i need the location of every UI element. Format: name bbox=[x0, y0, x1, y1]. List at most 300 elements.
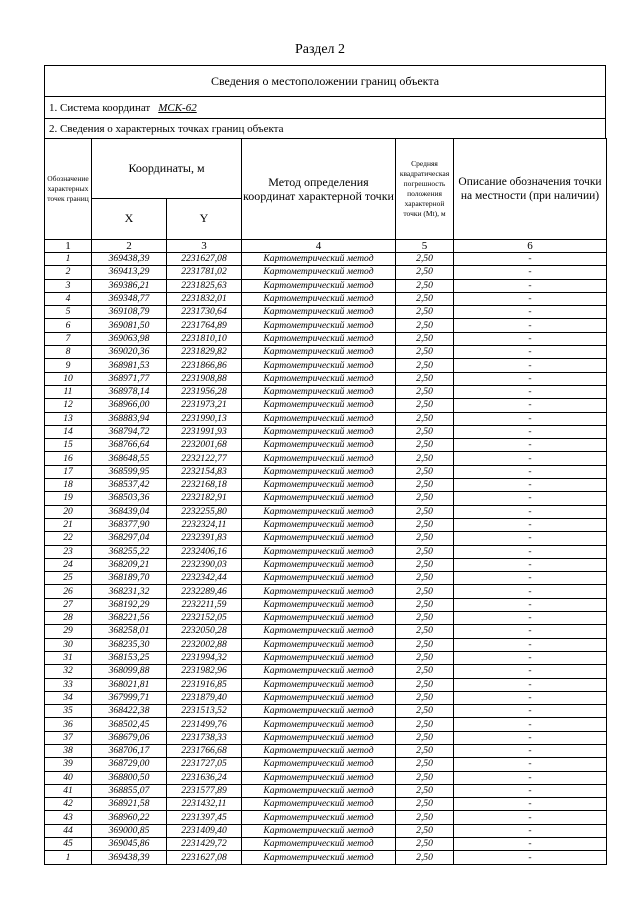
accuracy: 2,50 bbox=[396, 691, 454, 704]
accuracy: 2,50 bbox=[396, 479, 454, 492]
method: Картометрический метод bbox=[242, 479, 396, 492]
coord-y: 2231781,02 bbox=[167, 266, 242, 279]
accuracy: 2,50 bbox=[396, 705, 454, 718]
coord-y: 2232154,83 bbox=[167, 465, 242, 478]
coord-x: 368729,00 bbox=[92, 758, 167, 771]
coord-x: 368422,38 bbox=[92, 705, 167, 718]
coord-x: 368209,21 bbox=[92, 558, 167, 571]
method: Картометрический метод bbox=[242, 399, 396, 412]
column-number: 5 bbox=[396, 240, 454, 253]
accuracy: 2,50 bbox=[396, 439, 454, 452]
coord-y: 2232122,77 bbox=[167, 452, 242, 465]
accuracy: 2,50 bbox=[396, 425, 454, 438]
description: - bbox=[454, 598, 607, 611]
method: Картометрический метод bbox=[242, 691, 396, 704]
point-number: 9 bbox=[45, 359, 92, 372]
point-number: 30 bbox=[45, 638, 92, 651]
table-row bbox=[45, 851, 607, 864]
coord-y: 2232289,46 bbox=[167, 585, 242, 598]
table-row bbox=[45, 532, 607, 545]
point-number: 22 bbox=[45, 532, 92, 545]
description: - bbox=[454, 532, 607, 545]
method: Картометрический метод bbox=[242, 718, 396, 731]
description: - bbox=[454, 465, 607, 478]
method: Картометрический метод bbox=[242, 412, 396, 425]
description: - bbox=[454, 851, 607, 864]
accuracy: 2,50 bbox=[396, 625, 454, 638]
description: - bbox=[454, 758, 607, 771]
table-row bbox=[45, 479, 607, 492]
table-row bbox=[45, 425, 607, 438]
table-row bbox=[45, 798, 607, 811]
accuracy: 2,50 bbox=[396, 266, 454, 279]
coord-y: 2232391,83 bbox=[167, 532, 242, 545]
accuracy: 2,50 bbox=[396, 306, 454, 319]
method: Картометрический метод bbox=[242, 731, 396, 744]
table-row bbox=[45, 838, 607, 851]
accuracy: 2,50 bbox=[396, 505, 454, 518]
coord-y: 2232406,16 bbox=[167, 545, 242, 558]
coord-y: 2231397,45 bbox=[167, 811, 242, 824]
coord-x: 369348,77 bbox=[92, 292, 167, 305]
point-number: 21 bbox=[45, 518, 92, 531]
coord-y: 2231429,72 bbox=[167, 838, 242, 851]
description: - bbox=[454, 372, 607, 385]
description: - bbox=[454, 412, 607, 425]
accuracy: 2,50 bbox=[396, 585, 454, 598]
accuracy: 2,50 bbox=[396, 798, 454, 811]
description: - bbox=[454, 665, 607, 678]
method: Картометрический метод bbox=[242, 545, 396, 558]
accuracy: 2,50 bbox=[396, 744, 454, 757]
method: Картометрический метод bbox=[242, 784, 396, 797]
method: Картометрический метод bbox=[242, 306, 396, 319]
point-number: 45 bbox=[45, 838, 92, 851]
coord-y: 2231513,52 bbox=[167, 705, 242, 718]
coord-x: 369438,39 bbox=[92, 851, 167, 864]
accuracy: 2,50 bbox=[396, 731, 454, 744]
table-row bbox=[45, 651, 607, 664]
table-row bbox=[45, 492, 607, 505]
coord-x: 368766,64 bbox=[92, 439, 167, 452]
coord-x: 369045,86 bbox=[92, 838, 167, 851]
coord-x: 368960,22 bbox=[92, 811, 167, 824]
description: - bbox=[454, 625, 607, 638]
accuracy: 2,50 bbox=[396, 758, 454, 771]
header-x: X bbox=[92, 198, 167, 239]
point-number: 12 bbox=[45, 399, 92, 412]
point-number: 37 bbox=[45, 731, 92, 744]
table-row bbox=[45, 625, 607, 638]
point-number: 4 bbox=[45, 292, 92, 305]
header-row-1 bbox=[45, 139, 607, 199]
description: - bbox=[454, 545, 607, 558]
coordinate-system-value: МСК-62 bbox=[158, 102, 197, 114]
coord-y: 2231738,33 bbox=[167, 731, 242, 744]
point-number: 16 bbox=[45, 452, 92, 465]
table-row bbox=[45, 319, 607, 332]
point-number: 6 bbox=[45, 319, 92, 332]
table-row bbox=[45, 505, 607, 518]
coord-x: 368537,42 bbox=[92, 479, 167, 492]
coord-y: 2231766,68 bbox=[167, 744, 242, 757]
header-description: Описание обозначения точки на местности (при наличии) bbox=[454, 139, 607, 240]
point-number: 26 bbox=[45, 585, 92, 598]
coord-y: 2231866,86 bbox=[167, 359, 242, 372]
accuracy: 2,50 bbox=[396, 638, 454, 651]
coord-y: 2232152,05 bbox=[167, 612, 242, 625]
table-row bbox=[45, 359, 607, 372]
coord-x: 367999,71 bbox=[92, 691, 167, 704]
method: Картометрический метод bbox=[242, 598, 396, 611]
description: - bbox=[454, 385, 607, 398]
coord-y: 2232255,80 bbox=[167, 505, 242, 518]
coord-x: 369081,50 bbox=[92, 319, 167, 332]
description: - bbox=[454, 425, 607, 438]
coord-y: 2232324,11 bbox=[167, 518, 242, 531]
accuracy: 2,50 bbox=[396, 851, 454, 864]
header-y: Y bbox=[167, 198, 242, 239]
description: - bbox=[454, 266, 607, 279]
coord-y: 2232050,28 bbox=[167, 625, 242, 638]
coord-y: 2231764,89 bbox=[167, 319, 242, 332]
description: - bbox=[454, 705, 607, 718]
method: Картометрический метод bbox=[242, 811, 396, 824]
coord-y: 2231879,40 bbox=[167, 691, 242, 704]
header-method: Метод определения координат характерной точки bbox=[242, 139, 396, 240]
coord-y: 2231409,40 bbox=[167, 824, 242, 837]
method: Картометрический метод bbox=[242, 625, 396, 638]
coord-y: 2231991,93 bbox=[167, 425, 242, 438]
coord-x: 368502,45 bbox=[92, 718, 167, 731]
method: Картометрический метод bbox=[242, 665, 396, 678]
coord-y: 2231973,21 bbox=[167, 399, 242, 412]
table-row bbox=[45, 771, 607, 784]
coord-y: 2231577,89 bbox=[167, 784, 242, 797]
table-row bbox=[45, 678, 607, 691]
points-section-header: 2. Сведения о характерных точках границ объекта bbox=[44, 118, 606, 138]
method: Картометрический метод bbox=[242, 266, 396, 279]
point-number: 5 bbox=[45, 306, 92, 319]
method: Картометрический метод bbox=[242, 705, 396, 718]
points-table bbox=[44, 138, 607, 865]
point-number: 35 bbox=[45, 705, 92, 718]
table-row bbox=[45, 691, 607, 704]
method: Картометрический метод bbox=[242, 385, 396, 398]
method: Картометрический метод bbox=[242, 798, 396, 811]
point-number: 1 bbox=[45, 851, 92, 864]
table-row bbox=[45, 545, 607, 558]
table-row bbox=[45, 598, 607, 611]
accuracy: 2,50 bbox=[396, 838, 454, 851]
point-number: 18 bbox=[45, 479, 92, 492]
table-row bbox=[45, 399, 607, 412]
description: - bbox=[454, 784, 607, 797]
description: - bbox=[454, 306, 607, 319]
table-row bbox=[45, 744, 607, 757]
accuracy: 2,50 bbox=[396, 718, 454, 731]
description: - bbox=[454, 838, 607, 851]
description: - bbox=[454, 399, 607, 412]
method: Картометрический метод bbox=[242, 452, 396, 465]
point-number: 3 bbox=[45, 279, 92, 292]
table-row bbox=[45, 518, 607, 531]
description: - bbox=[454, 572, 607, 585]
point-number: 8 bbox=[45, 346, 92, 359]
method: Картометрический метод bbox=[242, 492, 396, 505]
description: - bbox=[454, 718, 607, 731]
point-number: 32 bbox=[45, 665, 92, 678]
table-row bbox=[45, 665, 607, 678]
method: Картометрический метод bbox=[242, 744, 396, 757]
coord-y: 2231432,11 bbox=[167, 798, 242, 811]
description: - bbox=[454, 253, 607, 266]
table-row bbox=[45, 266, 607, 279]
table-row bbox=[45, 572, 607, 585]
point-number: 43 bbox=[45, 811, 92, 824]
coord-x: 369438,39 bbox=[92, 253, 167, 266]
coord-x: 368800,50 bbox=[92, 771, 167, 784]
coordinate-system-label: 1. Система координат bbox=[49, 102, 151, 114]
point-number: 40 bbox=[45, 771, 92, 784]
accuracy: 2,50 bbox=[396, 558, 454, 571]
coord-y: 2231825,63 bbox=[167, 279, 242, 292]
point-number: 27 bbox=[45, 598, 92, 611]
column-number-row bbox=[45, 240, 607, 253]
description: - bbox=[454, 798, 607, 811]
table-row bbox=[45, 718, 607, 731]
method: Картометрический метод bbox=[242, 505, 396, 518]
point-number: 14 bbox=[45, 425, 92, 438]
point-number: 33 bbox=[45, 678, 92, 691]
coord-x: 369000,85 bbox=[92, 824, 167, 837]
accuracy: 2,50 bbox=[396, 824, 454, 837]
method: Картометрический метод bbox=[242, 585, 396, 598]
accuracy: 2,50 bbox=[396, 319, 454, 332]
coord-x: 368966,00 bbox=[92, 399, 167, 412]
description: - bbox=[454, 292, 607, 305]
method: Картометрический метод bbox=[242, 532, 396, 545]
coord-y: 2231499,76 bbox=[167, 718, 242, 731]
description: - bbox=[454, 811, 607, 824]
method: Картометрический метод bbox=[242, 319, 396, 332]
coord-x: 368189,70 bbox=[92, 572, 167, 585]
table-row bbox=[45, 346, 607, 359]
coord-x: 369413,29 bbox=[92, 266, 167, 279]
accuracy: 2,50 bbox=[396, 651, 454, 664]
point-number: 31 bbox=[45, 651, 92, 664]
coord-y: 2232182,91 bbox=[167, 492, 242, 505]
header-point-id: Обозначение характерных точек границ bbox=[45, 139, 92, 240]
table-row bbox=[45, 439, 607, 452]
accuracy: 2,50 bbox=[396, 811, 454, 824]
description: - bbox=[454, 651, 607, 664]
column-number: 4 bbox=[242, 240, 396, 253]
method: Картометрический метод bbox=[242, 372, 396, 385]
accuracy: 2,50 bbox=[396, 292, 454, 305]
table-row bbox=[45, 731, 607, 744]
table-row bbox=[45, 558, 607, 571]
method: Картометрический метод bbox=[242, 292, 396, 305]
coord-x: 368221,56 bbox=[92, 612, 167, 625]
coord-y: 2231829,82 bbox=[167, 346, 242, 359]
method: Картометрический метод bbox=[242, 678, 396, 691]
method: Картометрический метод bbox=[242, 332, 396, 345]
coordinate-system-row bbox=[44, 96, 606, 118]
coord-y: 2232342,44 bbox=[167, 572, 242, 585]
coord-x: 368855,07 bbox=[92, 784, 167, 797]
coord-y: 2232168,18 bbox=[167, 479, 242, 492]
method: Картометрический метод bbox=[242, 771, 396, 784]
point-number: 36 bbox=[45, 718, 92, 731]
coord-y: 2231727,05 bbox=[167, 758, 242, 771]
coord-y: 2231990,13 bbox=[167, 412, 242, 425]
accuracy: 2,50 bbox=[396, 532, 454, 545]
coord-x: 369020,36 bbox=[92, 346, 167, 359]
description: - bbox=[454, 332, 607, 345]
coord-y: 2231956,28 bbox=[167, 385, 242, 398]
coord-x: 368706,17 bbox=[92, 744, 167, 757]
coord-x: 368439,04 bbox=[92, 505, 167, 518]
point-number: 24 bbox=[45, 558, 92, 571]
coord-y: 2232211,59 bbox=[167, 598, 242, 611]
coord-y: 2231916,85 bbox=[167, 678, 242, 691]
point-number: 28 bbox=[45, 612, 92, 625]
point-number: 25 bbox=[45, 572, 92, 585]
coord-y: 2232390,03 bbox=[167, 558, 242, 571]
coord-x: 368258,01 bbox=[92, 625, 167, 638]
table-row bbox=[45, 306, 607, 319]
method: Картометрический метод bbox=[242, 638, 396, 651]
description: - bbox=[454, 612, 607, 625]
description: - bbox=[454, 346, 607, 359]
section-title: Раздел 2 bbox=[294, 42, 346, 57]
method: Картометрический метод bbox=[242, 651, 396, 664]
coord-y: 2231982,96 bbox=[167, 665, 242, 678]
table-row bbox=[45, 412, 607, 425]
description: - bbox=[454, 319, 607, 332]
coord-x: 368679,06 bbox=[92, 731, 167, 744]
coord-y: 2232001,68 bbox=[167, 439, 242, 452]
point-number: 39 bbox=[45, 758, 92, 771]
coord-x: 368971,77 bbox=[92, 372, 167, 385]
point-number: 2 bbox=[45, 266, 92, 279]
point-number: 20 bbox=[45, 505, 92, 518]
coord-x: 368297,04 bbox=[92, 532, 167, 545]
description: - bbox=[454, 678, 607, 691]
coord-x: 368978,14 bbox=[92, 385, 167, 398]
coord-x: 368192,29 bbox=[92, 598, 167, 611]
table-row bbox=[45, 705, 607, 718]
method: Картометрический метод bbox=[242, 253, 396, 266]
coord-x: 369108,79 bbox=[92, 306, 167, 319]
accuracy: 2,50 bbox=[396, 492, 454, 505]
table-row bbox=[45, 811, 607, 824]
coord-y: 2232002,88 bbox=[167, 638, 242, 651]
accuracy: 2,50 bbox=[396, 385, 454, 398]
method: Картометрический метод bbox=[242, 465, 396, 478]
point-number: 29 bbox=[45, 625, 92, 638]
method: Картометрический метод bbox=[242, 279, 396, 292]
column-number: 6 bbox=[454, 240, 607, 253]
column-number: 2 bbox=[92, 240, 167, 253]
accuracy: 2,50 bbox=[396, 518, 454, 531]
coord-x: 369063,98 bbox=[92, 332, 167, 345]
accuracy: 2,50 bbox=[396, 771, 454, 784]
table-row bbox=[45, 332, 607, 345]
table-row bbox=[45, 385, 607, 398]
table-row bbox=[45, 758, 607, 771]
point-number: 23 bbox=[45, 545, 92, 558]
boundary-table bbox=[44, 65, 606, 865]
method: Картометрический метод bbox=[242, 439, 396, 452]
method: Картометрический метод bbox=[242, 572, 396, 585]
description: - bbox=[454, 824, 607, 837]
table-row bbox=[45, 372, 607, 385]
coord-x: 368021,81 bbox=[92, 678, 167, 691]
coord-x: 368255,22 bbox=[92, 545, 167, 558]
accuracy: 2,50 bbox=[396, 279, 454, 292]
coord-x: 368921,58 bbox=[92, 798, 167, 811]
table-row bbox=[45, 824, 607, 837]
coord-y: 2231908,88 bbox=[167, 372, 242, 385]
method: Картометрический метод bbox=[242, 612, 396, 625]
method: Картометрический метод bbox=[242, 838, 396, 851]
table-row bbox=[45, 253, 607, 266]
accuracy: 2,50 bbox=[396, 598, 454, 611]
table-row bbox=[45, 612, 607, 625]
coord-x: 368235,30 bbox=[92, 638, 167, 651]
accuracy: 2,50 bbox=[396, 346, 454, 359]
point-number: 38 bbox=[45, 744, 92, 757]
method: Картометрический метод bbox=[242, 558, 396, 571]
point-number: 41 bbox=[45, 784, 92, 797]
coord-y: 2231627,08 bbox=[167, 851, 242, 864]
description: - bbox=[454, 744, 607, 757]
description: - bbox=[454, 505, 607, 518]
accuracy: 2,50 bbox=[396, 612, 454, 625]
method: Картометрический метод bbox=[242, 851, 396, 864]
column-number: 1 bbox=[45, 240, 92, 253]
accuracy: 2,50 bbox=[396, 452, 454, 465]
header-coords: Координаты, м bbox=[92, 139, 242, 199]
table-row bbox=[45, 585, 607, 598]
table-row bbox=[45, 292, 607, 305]
description: - bbox=[454, 691, 607, 704]
point-number: 44 bbox=[45, 824, 92, 837]
point-number: 42 bbox=[45, 798, 92, 811]
table-title: Сведения о местоположении границ объекта bbox=[44, 65, 606, 96]
coord-y: 2231810,10 bbox=[167, 332, 242, 345]
coord-y: 2231994,32 bbox=[167, 651, 242, 664]
method: Картометрический метод bbox=[242, 518, 396, 531]
coord-x: 368599,95 bbox=[92, 465, 167, 478]
method: Картометрический метод bbox=[242, 824, 396, 837]
description: - bbox=[454, 771, 607, 784]
accuracy: 2,50 bbox=[396, 412, 454, 425]
point-number: 7 bbox=[45, 332, 92, 345]
accuracy: 2,50 bbox=[396, 399, 454, 412]
table-row bbox=[45, 452, 607, 465]
coord-x: 368981,53 bbox=[92, 359, 167, 372]
table-row bbox=[45, 638, 607, 651]
point-number: 11 bbox=[45, 385, 92, 398]
point-number: 1 bbox=[45, 253, 92, 266]
description: - bbox=[454, 585, 607, 598]
point-number: 13 bbox=[45, 412, 92, 425]
point-number: 17 bbox=[45, 465, 92, 478]
accuracy: 2,50 bbox=[396, 572, 454, 585]
